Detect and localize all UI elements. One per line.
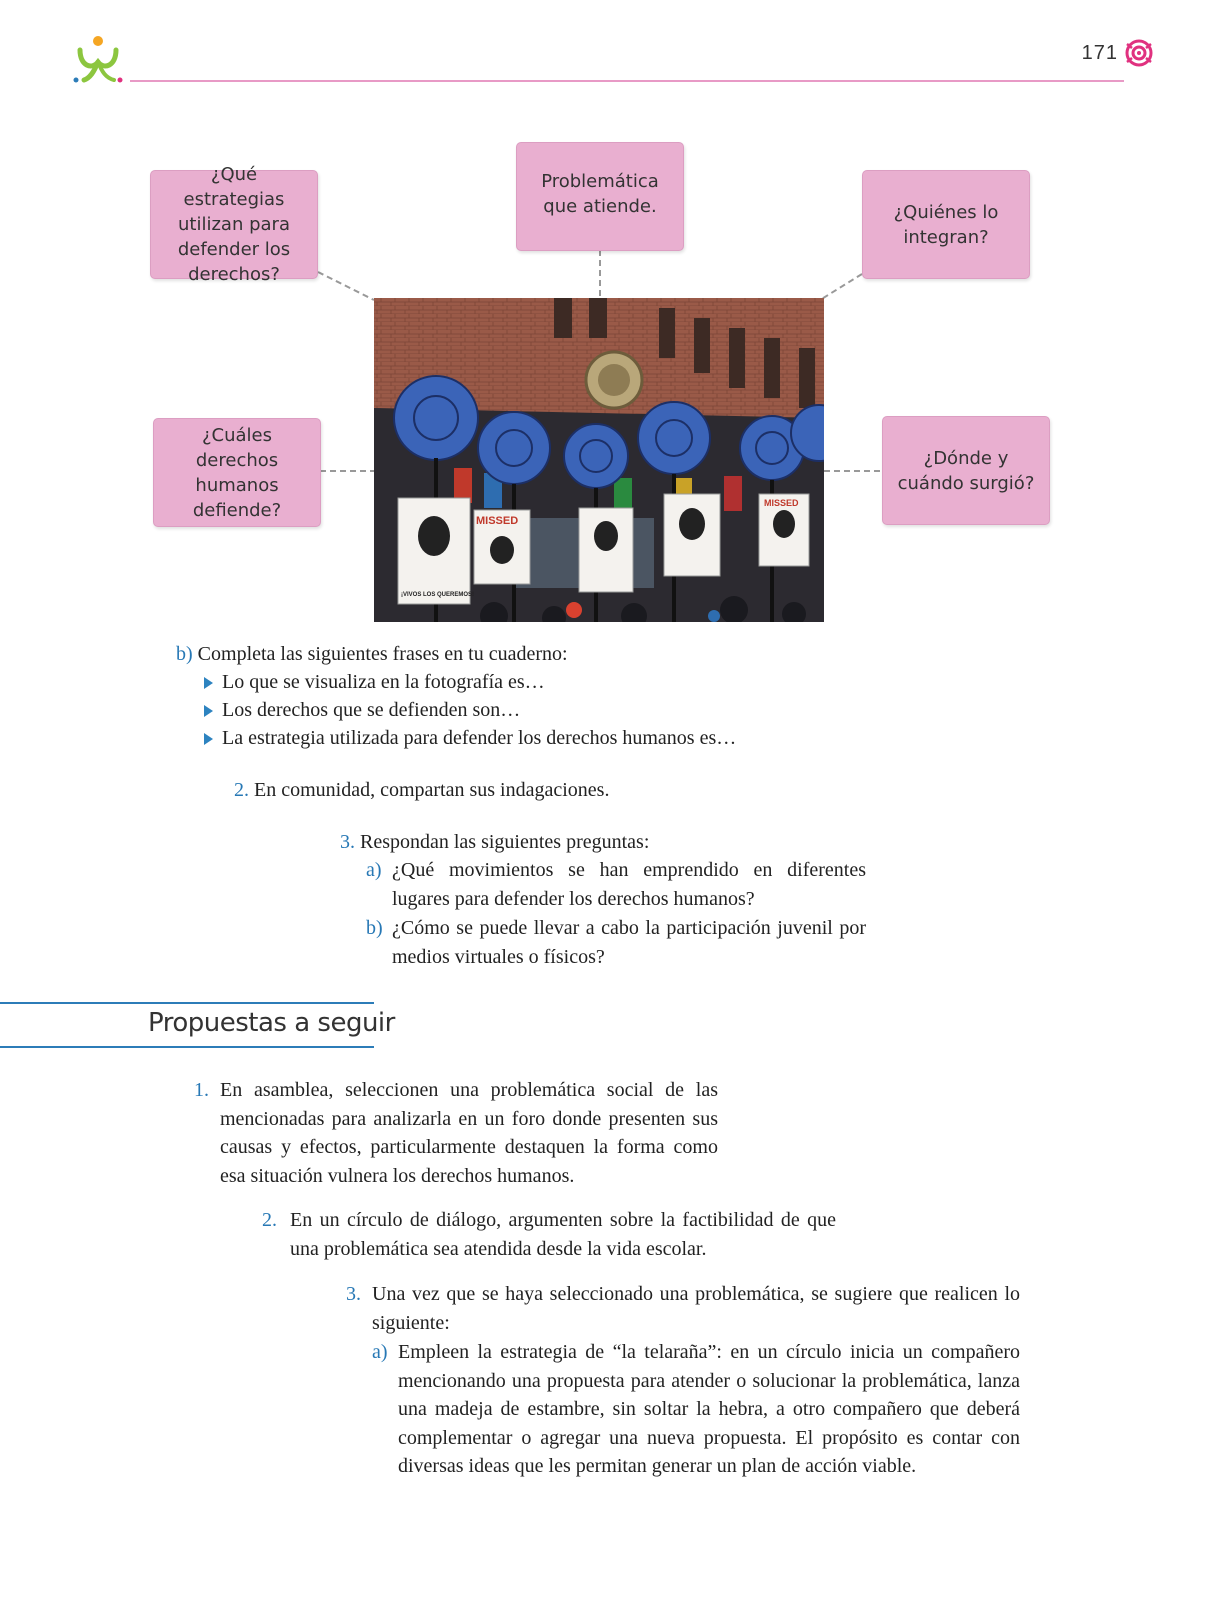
bullet-item: Lo que se visualiza en la fotografía es… <box>222 671 545 693</box>
activity-b-line <box>176 640 568 669</box>
poster-text: MISSED <box>476 515 519 527</box>
proposal-3-label: 3. <box>346 1283 361 1305</box>
protest-photo <box>374 298 824 622</box>
section-title: Propuestas a seguir <box>148 1008 395 1038</box>
item-3b-label: b) <box>366 917 383 939</box>
proposal-2-text: En un círculo de diálogo, argumenten sobre la factibilidad de que una problemática sea atendida desde la vida escolar. <box>290 1209 836 1260</box>
activity-b-label: b) <box>176 643 193 665</box>
question-box-problem: Problemática que atiende. <box>516 142 684 251</box>
item-3b-text: ¿Cómo se puede llevar a cabo la participación juvenil por medios virtuales o físicos? <box>392 917 866 968</box>
section-rule-bottom <box>0 1046 374 1048</box>
bullet-icon <box>204 677 213 689</box>
question-box-members: ¿Quiénes lo integran? <box>862 170 1030 279</box>
question-box-rights: ¿Cuáles derechos humanos defiende? <box>153 418 321 527</box>
item-2-label: 2. <box>234 779 249 801</box>
proposal-2-label: 2. <box>262 1209 277 1231</box>
page-number: 171 <box>1081 42 1118 64</box>
item-3a-text: ¿Qué movimientos se han emprendido en diferentes lugares para defender los derechos humanos? <box>392 859 866 910</box>
proposal-1-text: En asamblea, seleccionen una problemática social de las mencionadas para analizarla en un foro donde presenten sus causas y efectos, particularmente destaquen la forma como esa situación vulnera los derechos humanos. <box>220 1079 718 1187</box>
proposal-1-label: 1. <box>194 1079 209 1101</box>
bullet-icon <box>204 705 213 717</box>
item-3-line <box>340 828 649 857</box>
item-2-line <box>234 776 609 805</box>
question-box-origin: ¿Dónde y cuándo surgió? <box>882 416 1050 525</box>
poster-text: MISSED <box>764 498 799 508</box>
proposal-3-text: Una vez que se haya seleccionado una problemática, se sugiere que realicen lo siguiente: <box>372 1283 1020 1334</box>
activity-b-text: Completa las siguientes frases en tu cuaderno: <box>197 643 568 665</box>
bullet-icon <box>204 733 213 745</box>
item-3-text: Respondan las siguientes preguntas: <box>360 831 650 853</box>
proposal-3a-text: Empleen la estrategia de “la telaraña”: en un círculo inicia un compañero mencionando una propuesta para atender o solucionar la problemática, lanza una madeja de estambre, sin soltar la hebra, a otro compañero que deberá complementar o agregar una nueva propuesta. El propósito es contar con diversas ideas que les permitan generar un plan de acción viable. <box>398 1341 1020 1477</box>
item-3-label: 3. <box>340 831 355 853</box>
item-3a-label: a) <box>366 859 382 881</box>
bullet-item: Los derechos que se defienden son… <box>222 699 521 721</box>
proposal-3a-label: a) <box>372 1341 388 1363</box>
item-2-text: En comunidad, compartan sus indagaciones. <box>254 779 610 801</box>
question-box-strategies: ¿Qué estrategias utilizan para defender los derechos? <box>150 170 318 279</box>
bullet-item: La estrategia utilizada para defender los derechos humanos es… <box>222 727 737 749</box>
section-rule-top <box>0 1002 374 1004</box>
poster-text: ¡VIVOS LOS QUEREMOS! <box>401 592 475 598</box>
